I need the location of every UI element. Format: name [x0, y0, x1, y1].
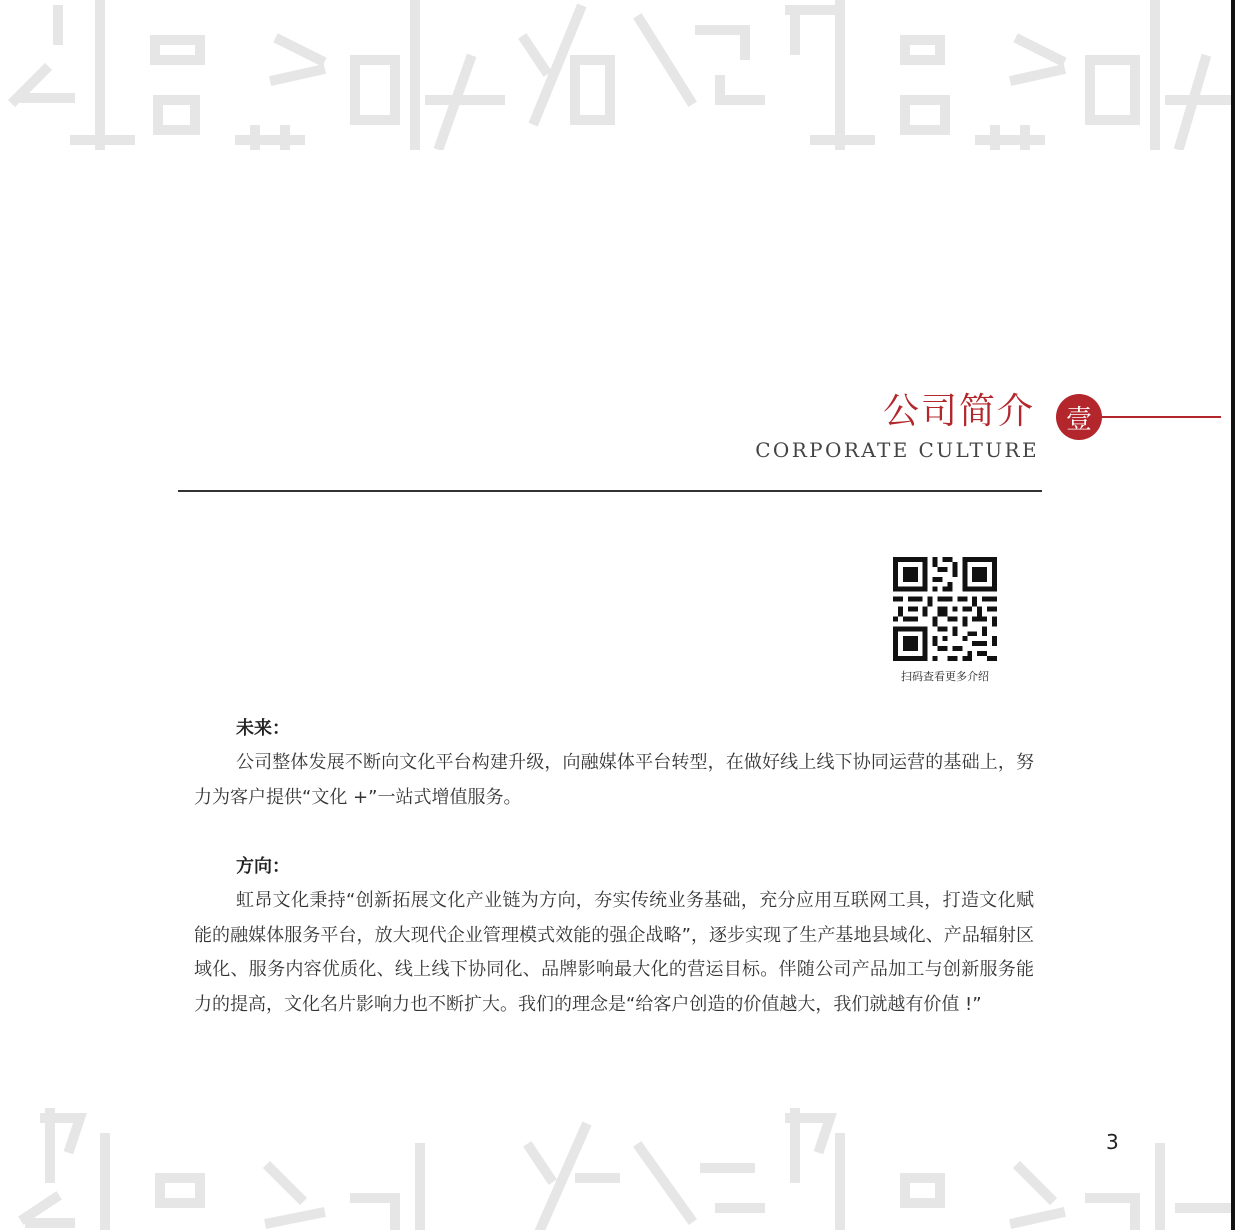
seal-line — [1102, 416, 1221, 418]
watermark-bottom — [0, 1108, 1231, 1230]
section-body: 公司整体发展不断向文化平台构建升级，向融媒体平台转型，在做好线上线下协同运营的基础上，努力为客户提供“文化 +”一站式增值服务。 — [194, 752, 1034, 808]
section-heading: 方向： — [236, 856, 290, 877]
section-future — [194, 712, 1034, 815]
qr-caption: 扫码查看更多介绍 — [901, 670, 989, 683]
page-number: 3 — [1106, 1130, 1119, 1154]
watermark-top — [0, 0, 1231, 150]
section-direction — [194, 850, 1034, 1022]
page-subtitle: CORPORATE CULTURE — [755, 438, 1039, 462]
page-edge — [1231, 0, 1235, 1230]
qr-code[interactable] — [893, 557, 997, 661]
section-body: 虹昂文化秉持“创新拓展文化产业链为方向，夯实传统业务基础，充分应用互联网工具，打造文化赋能的融媒体服务平台，放大现代企业管理模式效能的强企战略”，逐步实现了生产基地县域化、产品辐射区域化、服务内容优质化、线上线下协同化、品牌影响最大化的营运目标。伴随公司产品加工与创新服务能力的提高，文化名片影响力也不断扩大。我们的理念是“给客户创造的价值越大，我们就越有价值 !” — [194, 890, 1034, 1015]
chapter-seal: 壹 — [1056, 394, 1102, 440]
page-title: 公司简介 — [882, 391, 1035, 432]
title-divider — [178, 490, 1042, 492]
section-heading: 未来： — [236, 718, 290, 739]
